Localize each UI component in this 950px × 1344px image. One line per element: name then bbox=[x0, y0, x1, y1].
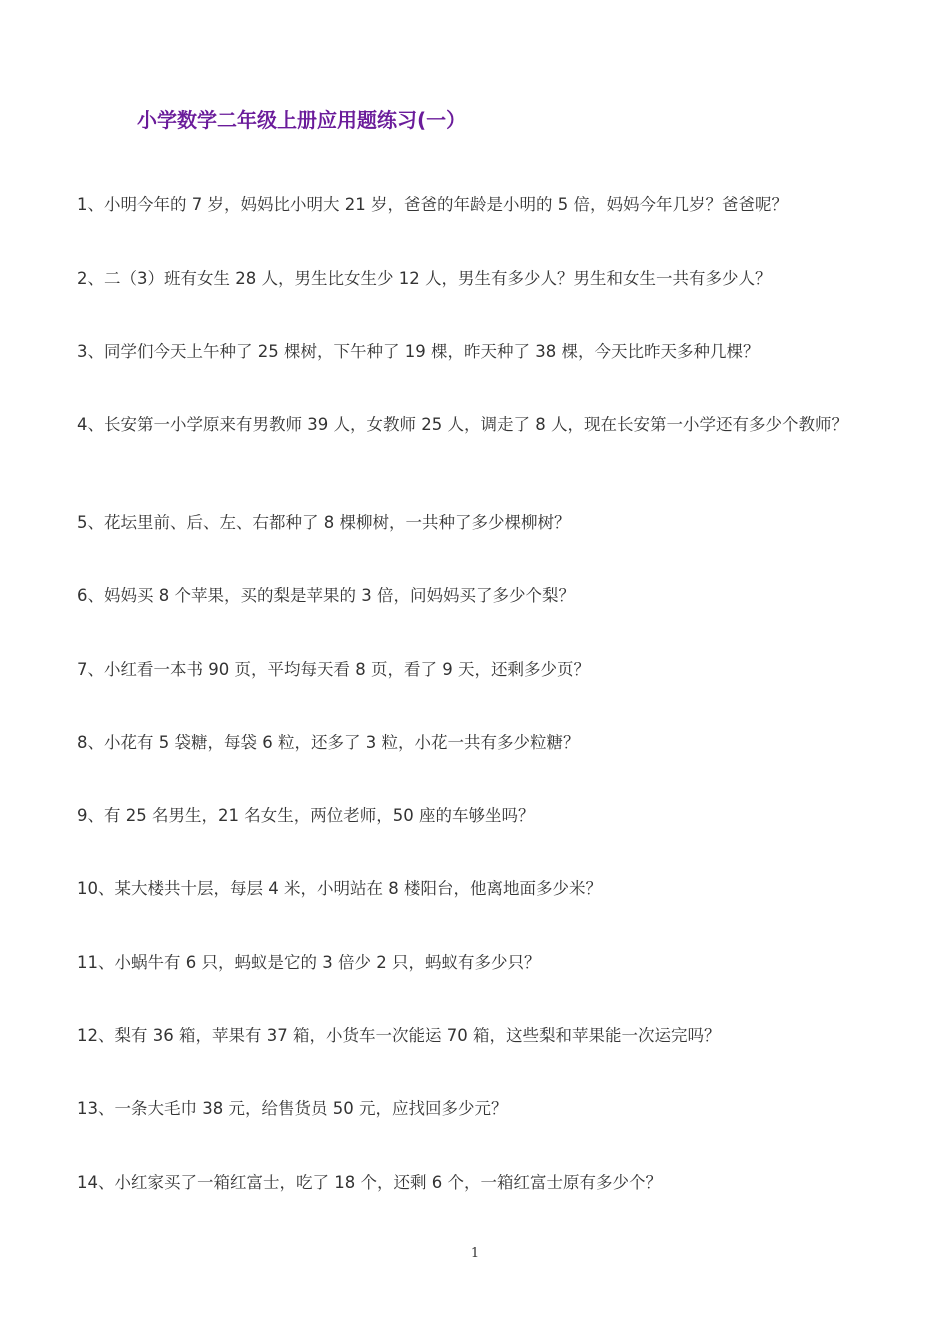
question-5: 5、花坛里前、后、左、右都种了 8 棵柳树，一共种了多少棵柳树？ bbox=[77, 513, 571, 532]
question-3: 3、同学们今天上午种了 25 棵树，下午种了 19 棵，昨天种了 38 棵，今天比昨天多种几棵？ bbox=[77, 342, 760, 361]
question-1: 1、小明今年的 7 岁，妈妈比小明大 21 岁，爸爸的年龄是小明的 5 倍，妈妈今年几岁？爸爸呢？ bbox=[77, 195, 788, 214]
question-13: 13、一条大毛巾 38 元，给售货员 50 元，应找回多少元？ bbox=[77, 1099, 508, 1118]
question-14: 14、小红家买了一箱红富士，吃了 18 个，还剩 6 个，一箱红富士原有多少个？ bbox=[77, 1173, 662, 1192]
question-12: 12、梨有 36 箱，苹果有 37 箱，小货车一次能运 70 箱，这些梨和苹果能一次运完吗？ bbox=[77, 1026, 721, 1045]
question-11: 11、小蜗牛有 6 只，蚂蚁是它的 3 倍少 2 只，蚂蚁有多少只？ bbox=[77, 953, 541, 972]
question-10: 10、某大楼共十层，每层 4 米，小明站在 8 楼阳台，他离地面多少米？ bbox=[77, 879, 602, 898]
question-2: 2、二（3）班有女生 28 人，男生比女生少 12 人，男生有多少人？男生和女生一共有多少人？ bbox=[77, 269, 772, 288]
question-6: 6、妈妈买 8 个苹果，买的梨是苹果的 3 倍，问妈妈买了多少个梨？ bbox=[77, 586, 575, 605]
question-8: 8、小花有 5 袋糖，每袋 6 粒，还多了 3 粒，小花一共有多少粒糖？ bbox=[77, 733, 580, 752]
question-7: 7、小红看一本书 90 页，平均每天看 8 页，看了 9 天，还剩多少页？ bbox=[77, 660, 590, 679]
question-9: 9、有 25 名男生，21 名女生，两位老师，50 座的车够坐吗？ bbox=[77, 806, 535, 825]
page-number: 1 bbox=[470, 1246, 480, 1261]
document-title: 小学数学二年级上册应用题练习(一） bbox=[137, 108, 467, 132]
question-4: 4、长安第一小学原来有男教师 39 人，女教师 25 人，调走了 8 人，现在长安第一小学还有多少个教师？ bbox=[77, 415, 848, 434]
